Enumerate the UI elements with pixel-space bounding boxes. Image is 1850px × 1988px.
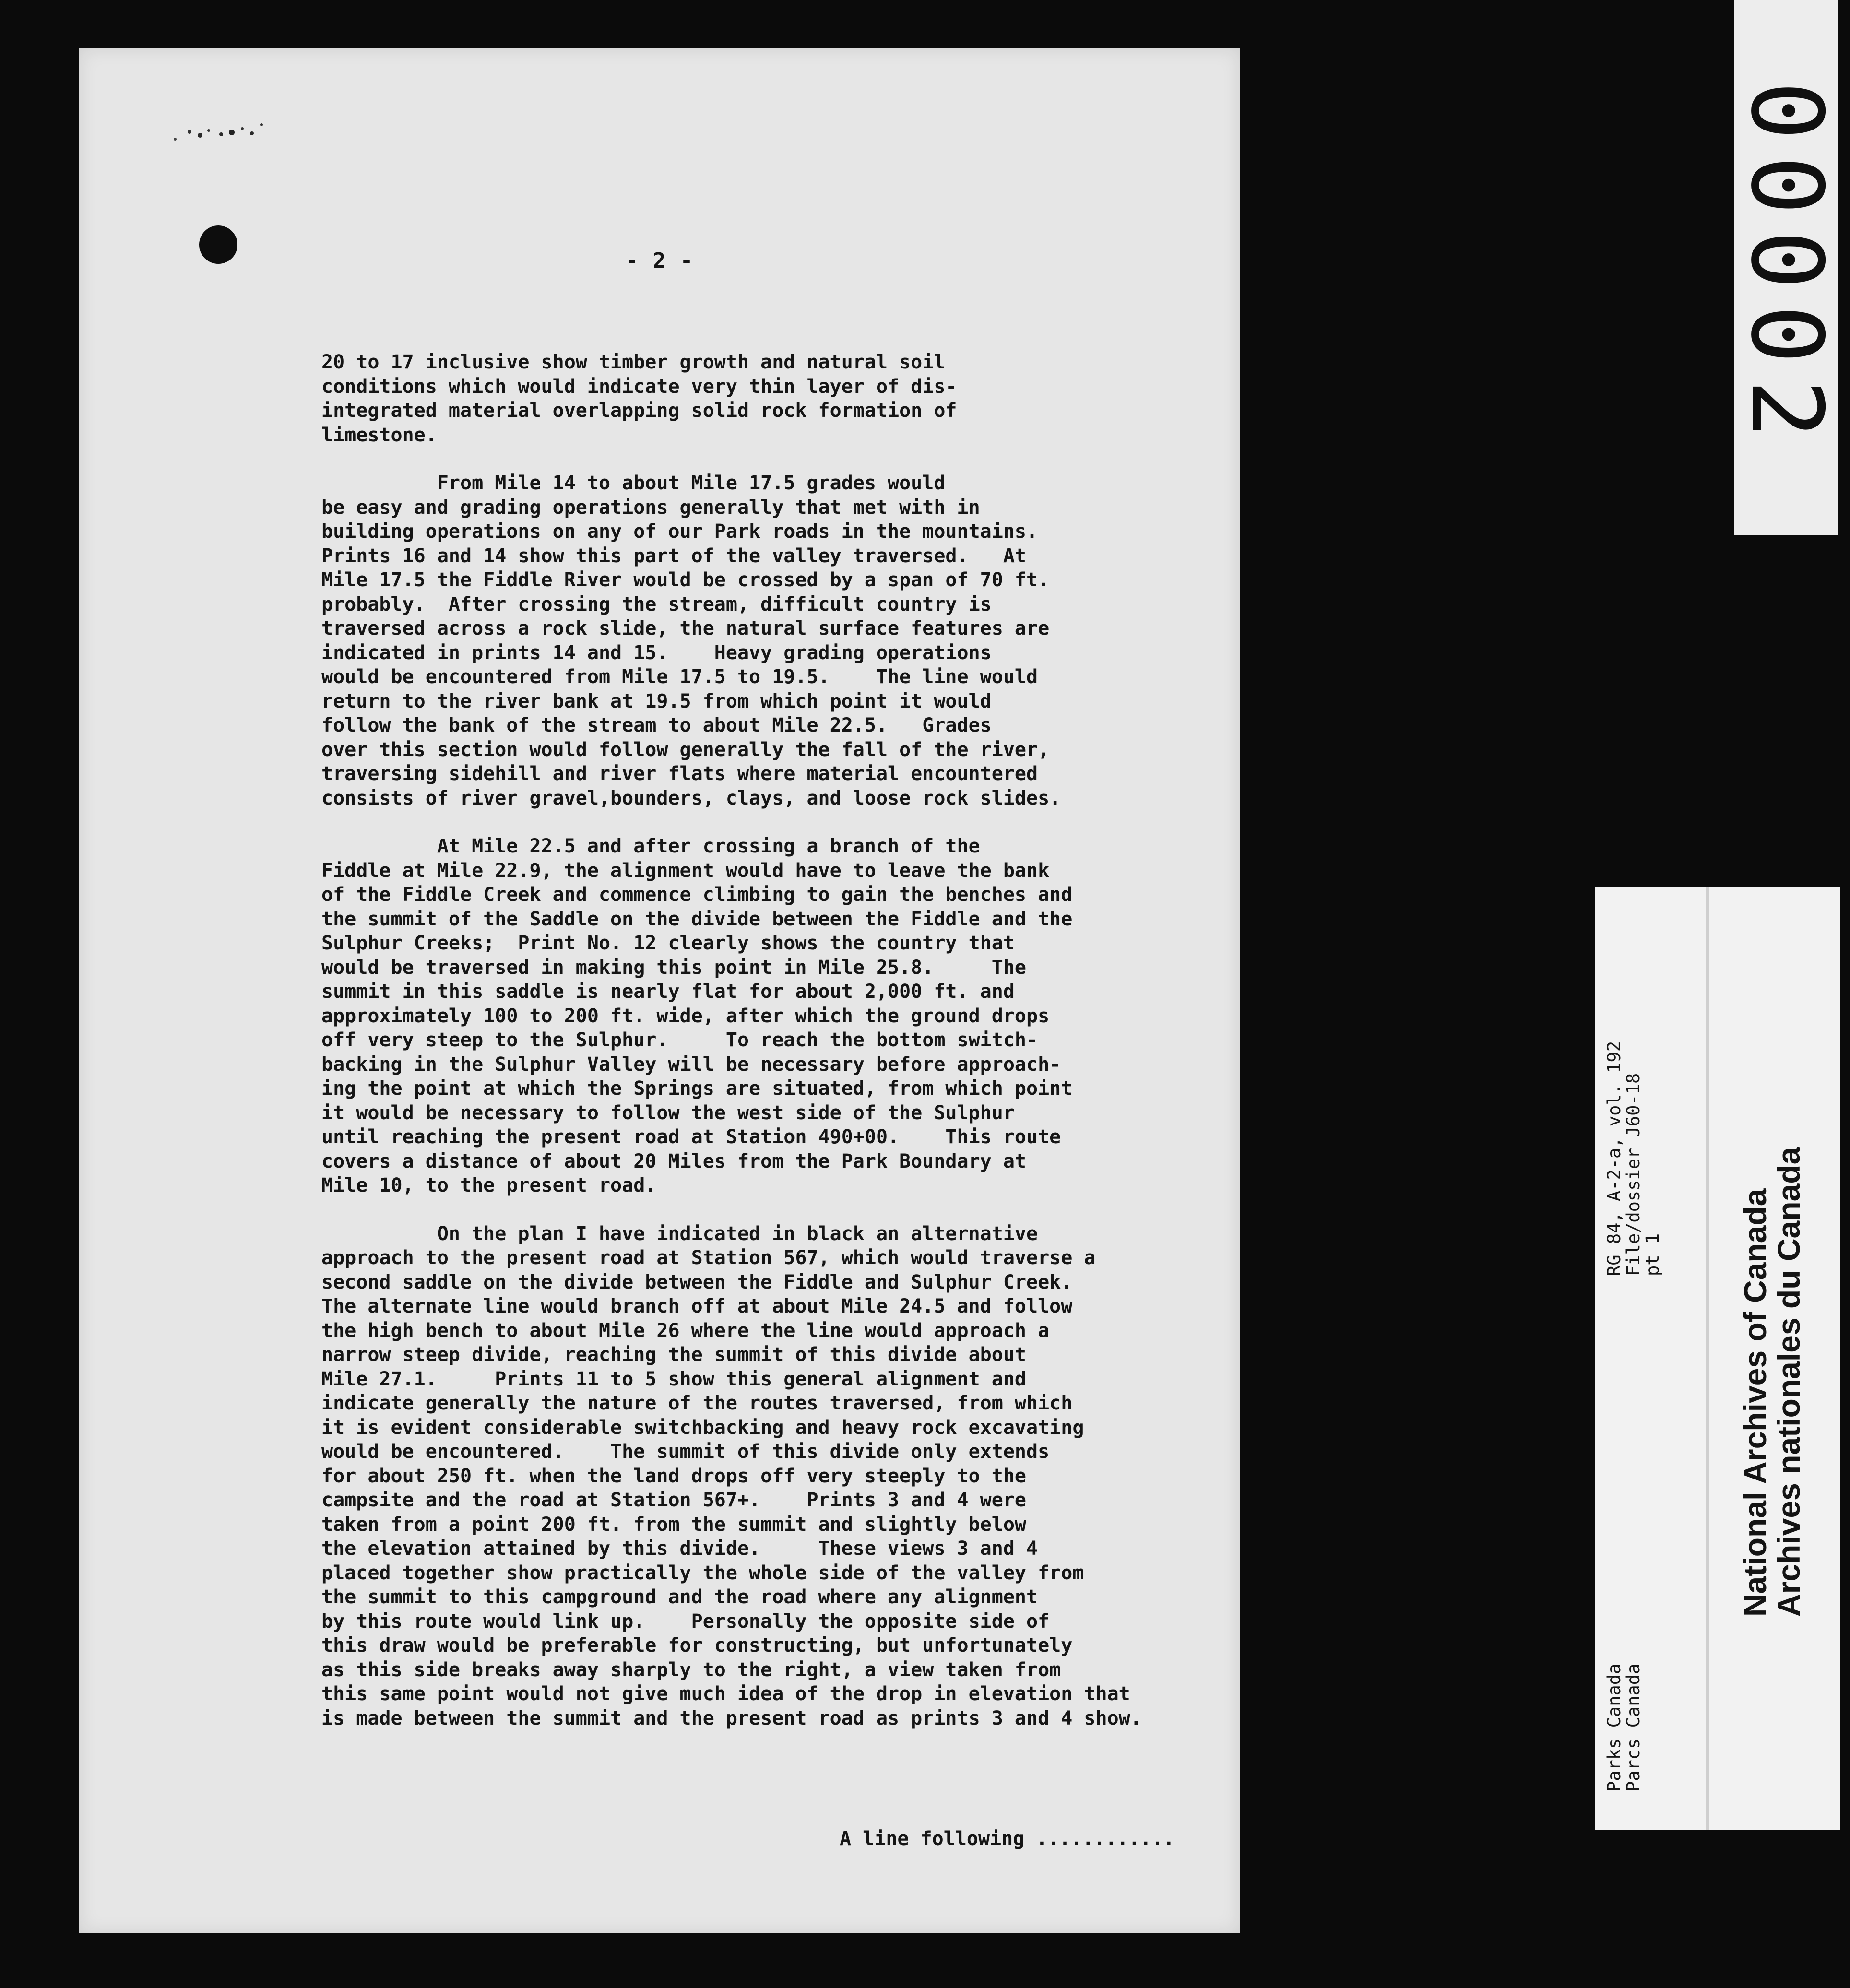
- speck: [229, 130, 235, 135]
- label-reference-panel: [1595, 888, 1706, 1830]
- text-line: traversing sidehill and river flats where material encountered: [321, 763, 1038, 785]
- speck: [241, 127, 244, 130]
- speck: [188, 130, 191, 134]
- text-line: At Mile 22.5 and after crossing a branch of the: [321, 835, 980, 857]
- text-line: is made between the summit and the present road as prints 3 and 4 show.: [321, 1707, 1142, 1729]
- text-line: On the plan I have indicated in black an alternative: [321, 1222, 1038, 1245]
- text-line: as this side breaks away sharply to the right, a view taken from: [321, 1658, 1061, 1681]
- text-line: From Mile 14 to about Mile 17.5 grades would: [321, 472, 946, 494]
- text-line: taken from a point 200 ft. from the summit and slightly below: [321, 1513, 1027, 1536]
- reference-line: File/dossier J60-18: [1623, 1073, 1644, 1276]
- text-line: the elevation attained by this divide. These views 3 and 4: [321, 1538, 1038, 1560]
- speck: [260, 123, 263, 126]
- text-line: Mile 17.5 the Fiddle River would be crossed by a span of 70 ft.: [321, 569, 1050, 591]
- text-line: be easy and grading operations generally that met with in: [321, 496, 980, 519]
- text-line: Sulphur Creeks; Print No. 12 clearly shows the country that: [321, 932, 1015, 954]
- text-line: Fiddle at Mile 22.9, the alignment would have to leave the bank: [321, 859, 1050, 882]
- text-line: return to the river bank at 19.5 from which point it would: [321, 690, 992, 712]
- department-line: Parcs Canada: [1623, 1663, 1644, 1792]
- text-line: would be encountered from Mile 17.5 to 19.5. The line would: [321, 666, 1038, 688]
- label-institution-panel: [1709, 888, 1840, 1830]
- text-line: probably. After crossing the stream, difficult country is: [321, 593, 992, 615]
- text-line: backing in the Sulphur Valley will be necessary before approach-: [321, 1053, 1061, 1076]
- department-block: [1605, 1590, 1643, 1792]
- text-line: it would be necessary to follow the west side of the Sulphur: [321, 1101, 1015, 1124]
- text-line: The alternate line would branch off at about Mile 24.5 and follow: [321, 1295, 1073, 1317]
- page-number: - 2 -: [625, 248, 694, 273]
- text-line: traversed across a rock slide, the natural surface features are: [321, 617, 1050, 639]
- institution-name-en: National Archives of Canada: [1737, 1188, 1773, 1617]
- text-line: covers a distance of about 20 Miles from the Park Boundary at: [321, 1150, 1027, 1172]
- text-line: second saddle on the divide between the Fiddle and Sulphur Creek.: [321, 1271, 1073, 1293]
- speck: [219, 132, 223, 136]
- text-line: over this section would follow generally the fall of the river,: [321, 738, 1050, 761]
- text-line: Prints 16 and 14 show this part of the valley traversed. At: [321, 544, 1027, 567]
- reference-block: [1605, 911, 1662, 1276]
- text-line: would be encountered. The summit of this divide only extends: [321, 1441, 1050, 1463]
- text-line: for about 250 ft. when the land drops off very steeply to the: [321, 1465, 1027, 1487]
- text-line: the summit of the Saddle on the divide between the Fiddle and the: [321, 908, 1073, 930]
- speck: [174, 138, 177, 141]
- text-line: Mile 27.1. Prints 11 to 5 show this general alignment and: [321, 1368, 1027, 1390]
- text-line: campsite and the road at Station 567+. Prints 3 and 4 were: [321, 1489, 1027, 1511]
- reference-line: RG 84, A-2-a, vol. 192: [1604, 1041, 1625, 1276]
- text-line: indicate generally the nature of the routes traversed, from which: [321, 1392, 1073, 1414]
- paragraph: [321, 1222, 1262, 1731]
- text-line: consists of river gravel,bounders, clays, and loose rock slides.: [321, 787, 1061, 809]
- text-line: placed together show practically the whole side of the valley from: [321, 1562, 1084, 1584]
- institution-block: [1738, 1137, 1805, 1617]
- text-line: until reaching the present road at Station 490+00. This route: [321, 1126, 1061, 1148]
- text-line: approximately 100 to 200 ft. wide, after which the ground drops: [321, 1005, 1050, 1027]
- text-line: it is evident considerable switchbacking and heavy rock excavating: [321, 1416, 1084, 1439]
- speck: [198, 133, 202, 138]
- text-line: off very steep to the Sulphur. To reach the bottom switch-: [321, 1029, 1038, 1051]
- text-line: indicated in prints 14 and 15. Heavy grading operations: [321, 641, 992, 664]
- text-line: integrated material overlapping solid rock formation of: [321, 400, 957, 422]
- text-line: conditions which would indicate very thin layer of dis-: [321, 375, 957, 398]
- text-line: follow the bank of the stream to about Mile 22.5. Grades: [321, 714, 992, 736]
- text-line: approach to the present road at Station 567, which would traverse a: [321, 1247, 1096, 1269]
- text-line: this draw would be preferable for constructing, but unfortunately: [321, 1634, 1073, 1657]
- reference-line: pt 1: [1642, 1233, 1663, 1276]
- text-line: this same point would not give much idea of the drop in elevation that: [321, 1683, 1130, 1705]
- text-line: Mile 10, to the present road.: [321, 1174, 657, 1196]
- text-line: narrow steep divide, reaching the summit of this divide about: [321, 1344, 1027, 1366]
- archive-label: [1595, 888, 1840, 1830]
- frame-number-strip: [1729, 0, 1843, 535]
- speck: [250, 131, 254, 135]
- text-line: would be traversed in making this point in Mile 25.8. The: [321, 956, 1027, 979]
- text-line: by this route would link up. Personally the opposite side of: [321, 1610, 1050, 1633]
- text-line: of the Fiddle Creek and commence climbing to gain the benches and: [321, 884, 1073, 906]
- text-line: limestone.: [321, 424, 437, 446]
- text-line: building operations on any of our Park roads in the mountains.: [321, 521, 1038, 543]
- department-line: Parks Canada: [1604, 1663, 1625, 1792]
- text-line: summit in this saddle is nearly flat for about 2,000 ft. and: [321, 981, 1015, 1003]
- text-line: the summit to this campground and the road where any alignment: [321, 1586, 1038, 1608]
- continuation-line: A line following ............: [840, 1828, 1175, 1850]
- typed-page: [79, 48, 1240, 1933]
- institution-name-fr: Archives nationales du Canada: [1771, 1147, 1806, 1617]
- text-line: the high bench to about Mile 26 where the line would approach a: [321, 1319, 1050, 1342]
- letter-body: [321, 350, 1262, 1730]
- label-divider: [1706, 888, 1709, 1830]
- paper-specks: [79, 48, 281, 144]
- frame-number: 00002: [1729, 81, 1843, 454]
- paragraph: [321, 350, 1262, 447]
- text-line: ing the point at which the Springs are situated, from which point: [321, 1077, 1073, 1100]
- paragraph: [321, 834, 1262, 1198]
- text-line: 20 to 17 inclusive show timber growth and natural soil: [321, 351, 946, 373]
- speck: [207, 129, 210, 132]
- paragraph: [321, 471, 1262, 810]
